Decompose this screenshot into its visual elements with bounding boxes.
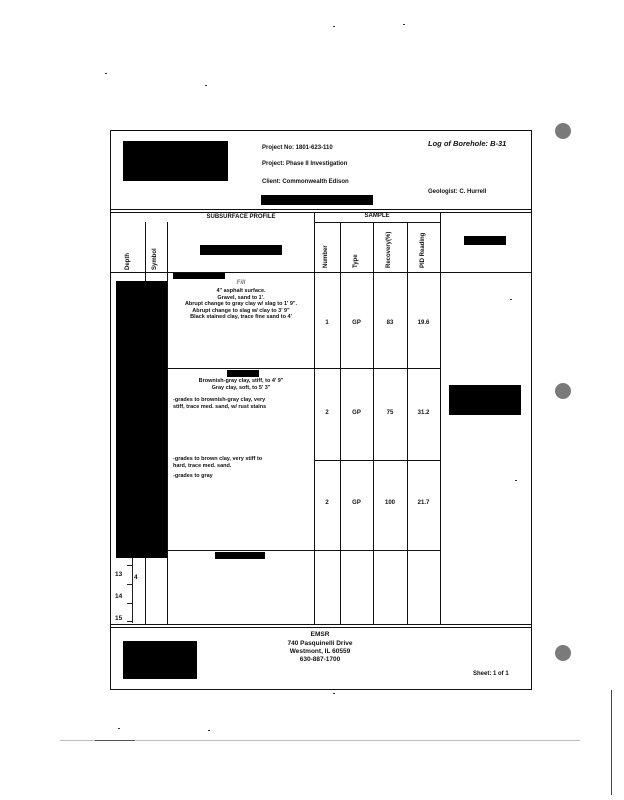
punch-hole-middle [555,383,571,399]
layer-1-line: Black stained clay, trace fine sand to 4' [190,314,292,320]
sample-notes-rule [440,212,441,624]
sample-2-type: GP [352,410,361,416]
depth-label-14: 14 [115,593,123,600]
type-column-header: Type [353,254,359,268]
project-number: Project No: 1801-623-110 [262,145,333,151]
depth-tick [127,584,132,585]
sample-header-underline [314,222,440,223]
number-type-rule [340,222,341,624]
sheet-number: Sheet: 1 of 1 [473,671,509,677]
sample-1-type: GP [352,320,361,326]
layer-3-line: -grades to gray [173,473,213,479]
header-rule-top [111,209,531,210]
layer-3-description [173,456,262,480]
layer-1-description [168,288,314,321]
client-name: Client: Commonwealth Edison [262,179,349,185]
sample-3-pid: 21.7 [417,500,430,506]
recovery-column-header: Recovery(%) [386,231,392,268]
redacted-description-header [200,245,282,255]
depth-label-13: 13 [115,571,123,578]
redacted-layer-label-2 [227,370,259,377]
redacted-layer-label-3 [215,552,265,559]
depth-tick [127,621,132,622]
redacted-note [449,385,521,415]
number-column-header: Number [323,245,329,268]
layer-1-line: Abrupt change to gray clay w/ slag to 1' 9". [184,301,298,307]
footer-address: 740 Pasquinelli Drive [287,640,353,647]
type-recovery-rule [373,222,374,624]
sample-1-recovery: 83 [386,320,394,326]
scan-speck [105,73,107,74]
layer-2-note-line: -grades to brownish-gray clay, very [173,397,266,403]
scan-line [95,740,135,741]
scan-line [60,740,580,741]
sample-2-pid: 31.2 [417,410,430,416]
scan-speck [208,730,210,731]
layer-1-line: 4" asphalt surface. [216,288,266,294]
symbol-column-header: Symbol [152,248,158,270]
sample-2-number: 2 [325,410,329,416]
depth-column-header: Depth [125,253,131,270]
sample-3-recovery: 100 [384,500,395,506]
layer-2-line: Brownish-gray clay, stiff, to 4' 9" [198,378,284,384]
sample-2-recovery: 75 [386,410,394,416]
log-title: Log of Borehole: B-31 [428,139,507,148]
sample-1-number: 1 [325,320,329,326]
layer-fill-title: Fill [236,280,246,286]
layer-2-notes [173,397,266,410]
subsurface-profile-header: SUBSURFACE PROFILE [206,214,276,220]
sample-1-pid: 19.6 [417,320,430,326]
layer-2-note-line: stiff, trace med. sand, w/ rust stains [173,403,267,410]
row-rule-1 [168,368,440,369]
recovery-pid-rule [407,222,408,624]
depth-label-meters-4: 4 [134,574,138,581]
scan-speck [118,728,120,729]
project-name: Project: Phase II Investigation [262,161,348,167]
depth-tick [127,565,132,566]
sample-3-number: 2 [325,500,329,506]
footer-rule [111,624,531,625]
punch-hole-top [555,123,571,139]
row-rule-2 [314,460,440,461]
sample-3-type: GP [352,500,361,506]
row-rule-3 [168,550,440,551]
scan-speck [333,693,335,694]
profile-sample-rule [314,212,315,624]
footer-phone: 630-887-1700 [299,656,341,663]
sample-header: SAMPLE [364,213,390,219]
depth-label-15: 15 [115,615,123,622]
geologist-name: Geologist: C. Hurrell [428,189,487,195]
page-edge-line [611,690,612,795]
depth-tick [127,603,132,604]
layer-2-line: Gray clay, soft, to 5' 3" [211,384,271,391]
scan-speck [403,24,405,25]
redacted-logo [123,141,228,181]
depth-scale-axis [132,558,133,623]
scan-speck [333,26,335,27]
redacted-location [261,195,373,205]
layer-1-line: Abrupt change to slag w/ clay to 3' 9" [192,307,290,314]
layer-2-description [168,378,314,391]
pid-column-header: PID Reading [420,232,426,268]
layer-3-line: -grades to brown clay, very stiff to [173,456,263,462]
scan-speck [205,85,207,86]
redacted-layer-label-1 [173,273,225,279]
redacted-depth-symbol-column [116,281,167,558]
punch-hole-bottom [555,645,571,661]
footer-city: Westmont, IL 60559 [289,648,351,655]
layer-1-line: Gravel, sand to 1'. [217,294,265,301]
footer-company: EMSR [310,631,330,638]
redacted-footer-logo [123,641,197,679]
redacted-notes-header [464,236,506,245]
footer-rule-inner [111,627,531,628]
layer-3-line: hard, trace med. sand. [173,462,232,469]
